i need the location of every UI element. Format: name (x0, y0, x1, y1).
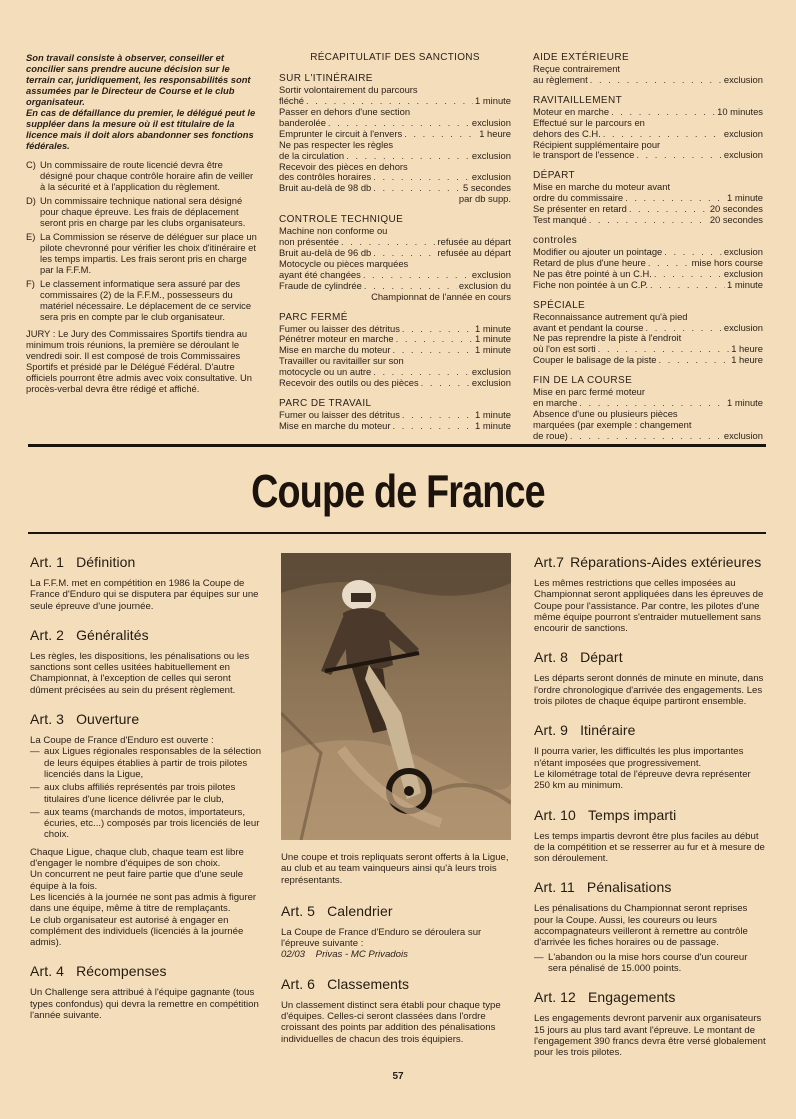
article-text: Un concurrent ne peut faire partie que d'une seule équipe à la fois. (30, 869, 244, 892)
article-number: Art. 12 (534, 989, 576, 1006)
sanction-penalty: mise hors course (691, 256, 763, 268)
sanction-label: Modifier ou ajouter un pointage (533, 245, 663, 257)
sanction-penalty: 1 minute (475, 408, 511, 420)
dot-leader (373, 172, 470, 183)
sanction-section-title: AIDE EXTÉRIEURE (533, 52, 630, 63)
sanction-label: Couper le balisage de la piste (533, 354, 657, 366)
sanction-penalty: 1 minute (475, 95, 511, 107)
sanction-label: Se présenter en retard (533, 203, 627, 215)
item-letter: E) (26, 231, 36, 242)
event-line: 02/03 Privas - MC Privadois (281, 949, 408, 961)
dot-leader (636, 150, 722, 161)
sanction-label: Emprunter le circuit à l'envers (279, 127, 403, 139)
sanction-penalty: Championnat de l'année en cours (371, 290, 511, 302)
sanction-label: de roue) (533, 429, 568, 441)
sanction-section-title: SPÉCIALE (533, 299, 586, 311)
sanction-label: Sortir volontairement du parcours (279, 84, 418, 96)
sanction-penalty: 1 heure (731, 343, 763, 355)
sanction-row (279, 151, 511, 162)
article-title: Récompenses (76, 963, 167, 980)
article-number: Art. 1 (30, 554, 65, 570)
sanction-section (533, 235, 763, 291)
sanction-label: Fraude de cylindrée (279, 279, 362, 291)
sanction-label: marquées (par exemple : changement (533, 418, 692, 430)
sanction-penalty: exclusion (723, 127, 763, 139)
sanction-label: Effectué sur le parcours en (533, 116, 645, 128)
article-text: La Coupe de France d'Enduro se déroulera sur l'épreuve suivante : (281, 926, 482, 950)
sanction-label: Passer en dehors d'une section (279, 106, 411, 118)
article-number: Art.7 (534, 554, 565, 570)
article-title: Classements (327, 975, 410, 992)
sanction-section-title: FIN DE LA COURSE (533, 375, 633, 387)
sanction-label: Test manqué (533, 214, 587, 226)
article-title: Engagements (587, 989, 676, 1006)
sanction-label: fléché (279, 95, 305, 107)
sanction-row (279, 421, 511, 432)
sanction-row (279, 194, 511, 205)
sanction-penalty: exclusion (723, 267, 763, 279)
sanction-row (533, 355, 763, 366)
sanction-penalty: 1 minute (727, 397, 763, 409)
article-text: Les pénalisations du Championnat seront reprises pour la Coupe. Aussi, les coureurs ou leurs accompagnateurs veilleront à remettre au contrôle d'arrivée les fiches horaires ou de passage. (534, 903, 748, 949)
sanction-label: Recevoir des outils ou des pièces (279, 377, 419, 389)
article (534, 988, 766, 1058)
article (534, 806, 766, 865)
sanction-penalty: exclusion (471, 149, 511, 161)
article-heading (534, 806, 766, 824)
article-title: Généralités (76, 626, 149, 643)
sanction-label: Travailler ou ravitailler sur son (279, 355, 404, 367)
sanction-label: le transport de l'essence (533, 149, 635, 161)
sanction-section (279, 214, 511, 302)
article-text: Les licenciés à la journée ne sont pas admis à figurer dans une équipe, même à titre de remplaçants. (30, 891, 257, 915)
articles-column-right (534, 553, 766, 1072)
sanction-label: Pénétrer moteur en marche (279, 333, 394, 345)
sanction-penalty: exclusion (471, 366, 511, 378)
sanction-penalty: exclusion (723, 149, 763, 161)
article-number: Art. 2 (30, 626, 65, 643)
sanction-label: non présentée (279, 236, 339, 248)
article (281, 975, 511, 1045)
article-number: Art. 3 (30, 711, 65, 728)
sanction-section (279, 312, 511, 389)
item-letter: C) (26, 159, 36, 170)
intro-paragraph: Son travail consiste à observer, conseiller et concilier sans prendre aucune décision sur le terrain car, juridiquement, les responsabilités sont assumées par le Directeur de Course et le club organisateur. (26, 52, 251, 107)
sanction-label: des contrôles horaires (279, 171, 372, 183)
dot-leader (659, 355, 730, 366)
article-text: Les départs seront donnés de minute en minute, dans l'ordre chronologique d'arrivée des engagements. Les trois pilotes de chaque équipe partiront ensemble. (534, 673, 764, 708)
motocross-rider-photo (281, 553, 511, 840)
item-letter: F) (26, 278, 35, 289)
sanction-penalty: 1 heure (479, 127, 511, 139)
article-text: Les mêmes restrictions que celles imposées au Championnat seront appliquées dans les épreuves de Coupe pour l'assistance. Par contre, les pilotes d'une même équipe pourront s'entraider mutuellement sans encourir de sanctions. (534, 578, 764, 635)
article (534, 553, 766, 634)
dash-item (534, 952, 766, 975)
sanction-label: Bruit au-delà de 96 db (279, 246, 372, 258)
articles-column-middle (281, 553, 511, 1059)
article-text: Chaque Ligue, chaque club, chaque team est libre d'engager le nombre d'équipes de son choix. (30, 846, 244, 870)
sanction-label: Mise en marche du moteur (279, 419, 391, 431)
dash-text: aux clubs affiliés représentés par trois pilotes titulaires d'une licence délivrée par le club, (44, 782, 236, 805)
sanction-label: de la circulation (279, 149, 345, 161)
sanction-penalty: exclusion (723, 429, 763, 441)
article (534, 648, 766, 707)
sanction-row (279, 378, 511, 389)
sanction-section (533, 52, 763, 86)
sanction-row (279, 281, 511, 292)
sanction-penalty: 20 secondes (709, 203, 763, 215)
sanction-label: en marche (533, 397, 578, 409)
article-number: Art. 8 (534, 649, 569, 666)
list-item (26, 231, 258, 275)
sanction-penalty: refusée au départ (437, 246, 511, 258)
sanction-penalty: refusée au départ (437, 236, 511, 248)
sanction-section-title: PARC FERMÉ (279, 311, 348, 323)
sanction-sections (279, 73, 511, 432)
sanction-label: Retard de plus d'une heure (533, 256, 646, 268)
sanction-section (533, 300, 763, 367)
dash-text: aux teams (marchands de motos, importateurs, écuries, etc...) composés par trois licenciés de leur choix. (44, 806, 260, 841)
dot-leader (346, 151, 470, 162)
article-number: Art. 4 (30, 963, 65, 980)
sanction-row (533, 431, 763, 442)
article-heading (30, 626, 262, 644)
article-text: Les règles, les dispositions, les pénalisations ou les sanctions sont celles usitées habituellement en Championnat, à l'exception de celles qui seront dûment précisées au sein du présent règlement. (30, 650, 250, 696)
sanction-penalty: exclusion (723, 73, 763, 85)
item-text: Un commissaire technique national sera désigné pour chaque épreuve. Les frais de déplacement seront pris en charge par les clubs organisateurs. (40, 195, 246, 228)
article-heading (30, 553, 262, 571)
sanction-penalty: exclusion (471, 116, 511, 128)
article-number: Art. 6 (281, 975, 316, 992)
sanction-penalty: 20 secondes (709, 214, 763, 226)
sanction-label: au règlement (533, 73, 588, 85)
sanction-section (533, 375, 763, 442)
list-item (26, 159, 258, 192)
article-number: Art. 10 (534, 806, 576, 823)
sanction-section (533, 170, 763, 226)
article (534, 878, 766, 974)
sanction-label: où l'on est sorti (533, 343, 596, 355)
article-heading (281, 975, 511, 993)
article-heading (281, 902, 511, 920)
article-title: Calendrier (327, 902, 393, 919)
sanction-penalty: 1 minute (475, 419, 511, 431)
sanction-label: Bruit au-delà de 98 db (279, 182, 372, 194)
sanction-penalty: par db supp. (458, 193, 511, 205)
dash-mark: — (30, 806, 40, 818)
dot-leader (393, 345, 474, 356)
article-text: Il pourra varier, les difficultés les plus importantes n'étant imposées que progressivement. (534, 746, 744, 769)
sanction-section-title: CONTROLE TECHNIQUE (279, 214, 404, 226)
sanction-row (279, 140, 511, 151)
sanction-penalty: 1 minute (727, 278, 763, 290)
article-heading (534, 988, 766, 1006)
sanction-label: Ne pas être pointé à un C.H. (533, 267, 652, 279)
sanction-row (533, 215, 763, 226)
sanction-label: Moteur en marche (533, 105, 610, 117)
sanction-row (279, 292, 511, 303)
list-item (26, 195, 258, 228)
sanction-sections (533, 52, 763, 442)
sanction-label: avant et pendant la course (533, 321, 644, 333)
sanction-penalty: exclusion (723, 245, 763, 257)
article-text: Un classement distinct sera établi pour chaque type d'équipes. Celles-ci seront classées dans l'ordre croissant des points par addition des pénalisations individuelles de chacun des trois équipiers. (281, 999, 501, 1045)
sanction-penalty: exclusion (471, 377, 511, 389)
sanction-label: banderolée (279, 116, 326, 128)
dot-leader (570, 431, 722, 442)
article-title: Itinéraire (580, 722, 636, 739)
sanction-section (279, 73, 511, 205)
dash-text: aux Ligues régionales responsables de la sélection de leurs équipes établies à partir de trois pilotes licenciés dans la Ligue, (44, 746, 262, 780)
sanction-label: dehors des C.H. (533, 127, 601, 139)
sanction-label: Mise en parc fermé moteur (533, 386, 646, 398)
sanction-label: Mise en marche du moteur (279, 344, 391, 356)
intro-italic (26, 52, 258, 151)
dot-leader (648, 258, 690, 269)
dash-mark: — (534, 951, 544, 963)
dot-leader (421, 378, 470, 389)
dash-text: L'abandon ou la mise hors course d'un coureur sera pénalisé de 15.000 points. (548, 951, 748, 974)
article-title: Départ (580, 649, 623, 666)
sanction-label: Reçue contrairement (533, 63, 621, 74)
item-text: La Commission se réserve de déléguer sur place un pilote chevronné pour vérifier les choix d'itinéraire et les temps impartis. Les frais seront pris en charge par la F.F.M. (40, 231, 257, 275)
article-text: Le kilométrage total de l'épreuve devra représenter 250 km au minimum. (534, 768, 751, 792)
article-text: La Coupe de France d'Enduro est ouverte : (30, 735, 214, 747)
article-title: Ouverture (76, 711, 140, 728)
dot-leader (363, 270, 470, 281)
sanction-penalty: 1 heure (731, 354, 763, 366)
sanction-label: Ne pas respecter les règles (279, 138, 394, 150)
dot-leader (603, 129, 722, 140)
sanction-row (533, 280, 763, 291)
sanction-penalty: 1 minute (475, 344, 511, 356)
article-heading (30, 710, 262, 728)
article (30, 553, 262, 612)
divider-rule (28, 532, 766, 534)
sanction-penalty: 1 minute (475, 322, 511, 334)
sanction-label: Fumer ou laisser des détritus (279, 322, 400, 334)
dot-leader (404, 129, 477, 140)
dot-leader (590, 75, 722, 86)
article-heading (534, 553, 766, 571)
dot-leader (402, 410, 473, 421)
sanction-penalty: exclusion du (458, 279, 511, 291)
article-text: La F.F.M. met en compétition en 1986 la Coupe de France d'Enduro qui se disputera par équipes sur une seule épreuve d'une journée. (30, 578, 259, 612)
article (30, 962, 262, 1021)
sanction-row (533, 75, 763, 86)
article-text: Le club organisateur est autorisé à engager en complément des individuels (licenciés à la journée admis). (30, 914, 244, 949)
article-number: Art. 5 (281, 902, 316, 919)
item-letter: D) (26, 195, 36, 206)
dot-leader (589, 215, 708, 226)
dot-leader (402, 324, 473, 335)
sanction-penalty: 10 minutes (717, 105, 763, 117)
sanction-label: ordre du commissaire (533, 192, 624, 204)
dash-mark: — (30, 782, 40, 794)
sanction-label: Absence d'une ou plusieurs pièces (533, 407, 678, 419)
sanction-penalty: exclusion (471, 268, 511, 280)
sanction-label: Motocycle ou pièces marquées (279, 257, 409, 269)
sanction-penalty: exclusion (723, 321, 763, 333)
sanction-label: Récipient supplémentaire pour (533, 138, 661, 150)
officials-list (26, 159, 258, 322)
article-number: Art. 11 (534, 879, 575, 896)
sanction-label: Mise en marche du moteur avant (533, 181, 671, 193)
article-heading (534, 648, 766, 666)
sanctions-column-middle (279, 52, 511, 441)
dash-mark: — (30, 746, 40, 758)
sanction-section (279, 398, 511, 432)
article (534, 721, 766, 791)
dot-leader (393, 421, 474, 432)
dot-leader (629, 204, 708, 215)
item-text: Le classement informatique sera assuré par des commissaires (2) de la F.F.M., possesseurs du matériel nécessaire. Le déplacement de ce service sera pris en compte par le club organisateur. (40, 278, 252, 322)
sanction-label: Machine non conforme ou (279, 225, 388, 237)
sanctions-heading: RÉCAPITULATIF DES SANCTIONS (310, 52, 480, 63)
article-title: Temps imparti (587, 806, 677, 823)
sanction-label: motocycle ou un autre (279, 366, 372, 378)
sanction-penalty: exclusion (471, 171, 511, 183)
sanction-label: ayant été changées (279, 268, 361, 280)
article-title: Définition (76, 554, 136, 570)
top-column-left (26, 52, 258, 394)
sanction-penalty: 5 secondes (463, 182, 511, 194)
sanction-label: Reconnaissance autrement qu'à pied (533, 310, 688, 322)
page-title: Coupe de France (251, 465, 545, 517)
sanction-section (533, 95, 763, 162)
dot-leader (650, 280, 725, 291)
sanction-section-title: controles (533, 234, 578, 246)
sanction-row (533, 118, 763, 129)
page-number: 57 (392, 1071, 404, 1082)
article-text: Les engagements devront parvenir aux organisateurs 15 jours au plus tard avant l'épreuve. Le montant de l'engagement 390 francs devra être versé globalement pour les trois pilotes. (534, 1013, 766, 1059)
dash-item (30, 782, 262, 805)
article-number: Art. 9 (534, 722, 569, 739)
sanction-section-title: PARC DE TRAVAIL (279, 397, 372, 409)
sanction-row (533, 129, 763, 140)
intro-paragraph: En cas de défaillance du premier, le délégué peut le suppléer dans la mesure où il est titulaire de la licence mais il doit alors abandonner ses fonctions fédérales. (26, 107, 256, 151)
dot-leader (396, 334, 473, 345)
article-heading (534, 721, 766, 739)
list-item (26, 278, 258, 322)
sanction-label: Recevoir des pièces en dehors (279, 160, 408, 172)
sanction-row (533, 150, 763, 161)
dot-leader (364, 281, 457, 292)
sanction-section-title: RAVITAILLEMENT (533, 94, 623, 106)
articles-column-left (30, 553, 262, 1035)
jury-paragraph: JURY : Le Jury des Commissaires Sportifs tiendra au minimum trois réunions, la première se déroulant le vendredi soir. Il est composé de trois Commissaires Sportifs et présidé par le Délégué Fédéral. D'autre officiels pourront être admis avec voix consultative. Un procès-verbal devra être rédigé et affiché. (26, 328, 252, 394)
article (30, 710, 262, 948)
sanction-label: Ne pas reprendre la piste à l'endroit (533, 332, 682, 344)
dash-item (30, 746, 262, 780)
sanction-section-title: SUR L'ITINÉRAIRE (279, 73, 373, 85)
article-title: Pénalisations (586, 879, 672, 896)
sanction-label: Fiche non pointée à un C.P. (533, 278, 649, 290)
dot-leader (654, 269, 722, 280)
sanction-penalty: 1 minute (475, 333, 511, 345)
sanction-penalty: 1 minute (727, 192, 763, 204)
article-heading (534, 878, 766, 896)
article-text: Un Challenge sera attribué à l'équipe gagnante (tous types confondus) qui devra la remettre en compétition l'année suivante. (30, 987, 259, 1022)
article-heading (30, 962, 262, 980)
divider-rule (28, 444, 766, 447)
sanction-section-title: DÉPART (533, 170, 576, 182)
sanctions-column-right (533, 52, 763, 451)
photo-illustration (281, 553, 511, 840)
photo-caption: Une coupe et trois repliquats seront offerts à la Ligue, au club et au team vainqueurs ainsi qu'à leurs trois représentants. (281, 852, 509, 886)
sanction-label: Fumer ou laisser des détritus (279, 408, 400, 420)
article (281, 902, 511, 961)
article-text: Les temps impartis devront être plus faciles au début de la compétition et se resserrer au fur et à mesure de son déroulement. (534, 830, 765, 865)
dot-leader (373, 183, 461, 194)
dash-item (30, 807, 262, 841)
sanction-row (533, 312, 763, 323)
article (30, 626, 262, 696)
article-title: Réparations-Aides extérieures (570, 554, 762, 570)
item-text: Un commissaire de route licencié devra être désigné pour chaque contrôle horaire afin de veiller à la sécurité et à l'application du règlement. (40, 159, 254, 192)
